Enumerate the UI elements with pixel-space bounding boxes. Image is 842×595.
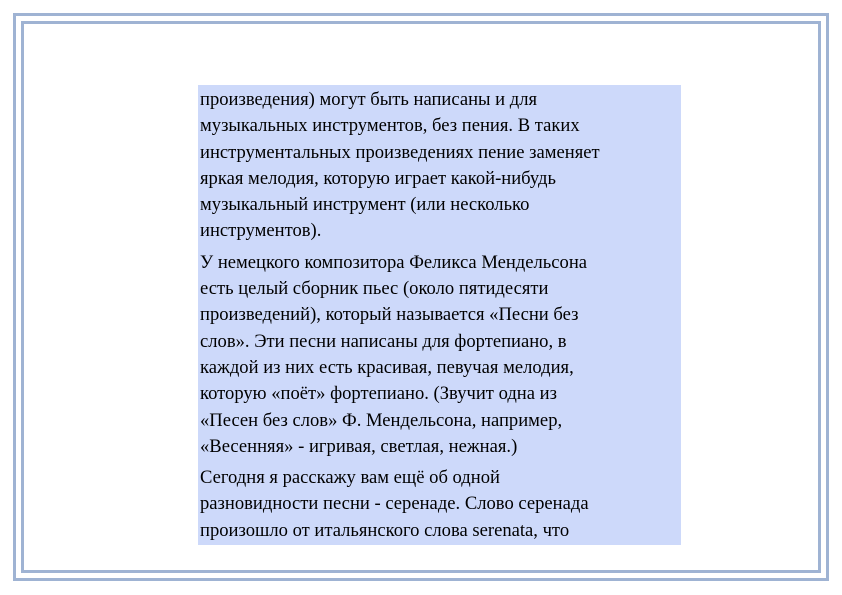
- text-line: произведения) могут быть написаны и для: [200, 89, 538, 110]
- text-line: инструментов).: [200, 220, 322, 242]
- text-line: есть целый сборник пьес (около пятидесяти: [200, 278, 549, 300]
- text-line: У немецкого композитора Феликса Мендельсона: [200, 251, 588, 273]
- paragraph-3: [200, 465, 681, 544]
- text-line: которую «поёт» фортепиано. (Звучит одна из: [200, 383, 557, 405]
- text-line: яркая мелодия, которую играет какой-нибудь: [200, 167, 556, 189]
- text-line: музыкальных инструментов, без пения. В таких: [200, 115, 580, 137]
- text-line: «Весенняя» - игривая, светлая, нежная.): [200, 435, 518, 457]
- text-line: инструментальных произведениях пение заменяет: [200, 141, 600, 163]
- paragraph-1: [200, 87, 681, 245]
- text-line: Сегодня я расскажу вам ещё об одной: [200, 467, 500, 489]
- paragraph-2: [200, 250, 681, 460]
- slide-text-box: [198, 85, 681, 545]
- text-line: разновидности песни - серенаде. Слово серенада: [200, 493, 589, 515]
- text-line: музыкальный инструмент (или несколько: [200, 194, 530, 216]
- text-line: слов». Эти песни написаны для фортепиано, в: [200, 330, 567, 352]
- text-line: каждой из них есть красивая, певучая мелодия,: [200, 356, 574, 378]
- text-line: произведений), который называется «Песни без: [200, 304, 579, 326]
- text-line: «Песен без слов» Ф. Мендельсона, например,: [200, 409, 563, 431]
- text-line: произошло от итальянского слова serenata, что: [200, 519, 570, 541]
